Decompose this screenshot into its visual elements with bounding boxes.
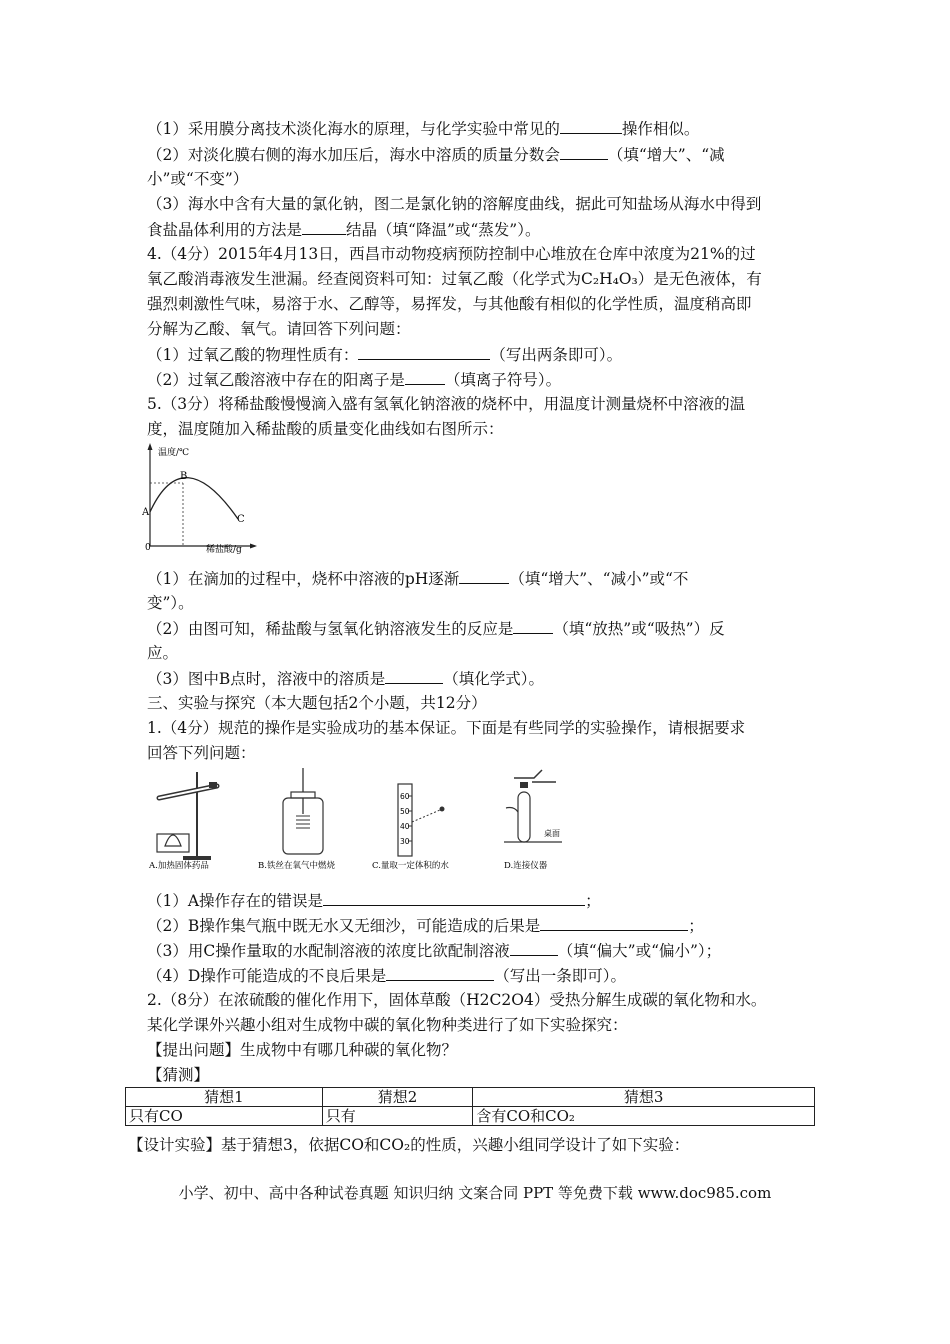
flame (165, 835, 181, 846)
apparatus-c-figure (370, 764, 480, 870)
question-line: （3）图中B点时，溶液中的溶质是 （填化学式）。 (147, 667, 544, 690)
answer-blank[interactable] (560, 143, 608, 160)
temperature-curve (150, 478, 238, 519)
question-line: （4）D操作可能造成的不良后果是 （写出一条即可）。 (147, 964, 626, 987)
question-line: （1）过氧乙酸的物理性质有： （写出两条即可）。 (147, 343, 622, 366)
glass-tube (514, 770, 556, 782)
tick-label: 30 (400, 837, 410, 846)
answer-blank[interactable] (385, 667, 443, 684)
question-line: 2.（8分）在浓硫酸的催化作用下，固体草酸（H2C2O4）受热分解生成碳的氧化物和水。 (147, 991, 767, 1009)
point-c-label: C (237, 514, 245, 525)
apparatus-b-caption: B.铁丝在氧气中燃烧 (258, 861, 335, 870)
alcohol-lamp (157, 834, 189, 852)
question-line: 4.（4分）2015年4月13日，西昌市动物疫病预防控制中心堆放在仓库中浓度为21%的过 (147, 245, 756, 263)
question-line: 【猜测】 (147, 1066, 210, 1084)
test-tube (518, 792, 530, 842)
table-cell: 只有CO (126, 1107, 323, 1126)
answer-blank[interactable] (510, 939, 558, 956)
question-line: 强烈刺激性气味，易溶于水、乙醇等，易挥发，与其他酸有相似的化学性质，温度稍高即 (147, 295, 752, 313)
table-row (126, 1107, 815, 1126)
temperature-curve-graph (142, 442, 260, 554)
x-axis-arrow (250, 544, 257, 549)
origin-label: 0 (145, 543, 151, 553)
question-line: 回答下列问题： (147, 744, 256, 762)
x-axis-label: 稀盐酸/g (206, 545, 242, 554)
answer-blank[interactable] (323, 889, 585, 906)
page-footer: 小学、初中、高中各种试卷真题 知识归纳 文案合同 PPT 等免费下载 www.doc985.com (178, 1184, 772, 1202)
answer-blank[interactable] (540, 914, 688, 931)
tick-label: 40 (400, 822, 410, 831)
question-line: 小”或“不变”） (147, 170, 249, 188)
question-line: 5.（3分）将稀盐酸慢慢滴入盛有氢氧化钠溶液的烧杯中，用温度计测量烧杯中溶液的温 (147, 395, 746, 413)
apparatus-d-caption: D.连接仪器 (504, 861, 548, 870)
answer-blank[interactable] (459, 567, 509, 584)
question-line: （1）采用膜分离技术淡化海水的原理，与化学实验中常见的 操作相似。 (147, 117, 699, 140)
tick-label: 60 (400, 792, 410, 801)
answer-blank[interactable] (386, 964, 494, 981)
table-header-cell: 猜想2 (322, 1088, 473, 1107)
hand (506, 808, 518, 813)
y-axis-label: 温度/℃ (158, 448, 190, 458)
desk-label: 桌面 (544, 829, 560, 838)
question-line: 食盐晶体利用的方法是 结晶（填“降温”或“蒸发”）。 (147, 218, 540, 241)
question-line: （2）对淡化膜右侧的海水加压后，海水中溶质的质量分数会 （填“增大”、“减 (147, 143, 725, 166)
answer-blank[interactable] (358, 343, 490, 360)
apparatus-b-figure (258, 764, 358, 870)
bottle-neck (291, 792, 315, 798)
y-axis-arrow (148, 443, 153, 450)
apparatus-a-caption: A.加热固体药品 (149, 861, 209, 870)
table-header-cell: 猜想3 (473, 1088, 815, 1107)
apparatus-a-figure (145, 764, 245, 870)
answer-blank[interactable] (513, 617, 553, 634)
question-line: （3）用C操作量取的水配制溶液的浓度比欲配制溶液 （填“偏大”或“偏小”）； (147, 939, 721, 962)
clamp (209, 782, 217, 788)
tick-label: 50 (400, 807, 410, 816)
apparatus-d-figure (494, 764, 604, 870)
table-cell: 含有CO和CO₂ (473, 1107, 815, 1126)
sight-line (412, 810, 440, 822)
iron-stand-base (183, 856, 211, 860)
hypothesis-table (125, 1087, 815, 1126)
question-line: （2）过氧乙酸溶液中存在的阳离子是 （填离子符号）。 (147, 368, 561, 391)
answer-blank[interactable] (302, 218, 346, 235)
table-header-row (126, 1088, 815, 1107)
answer-blank[interactable] (405, 368, 445, 385)
answer-blank[interactable] (560, 117, 622, 134)
question-line: 应。 (147, 644, 179, 662)
question-line: 【设计实验】基于猜想3，依据CO和CO₂的性质，兴趣小组同学设计了如下实验： (128, 1136, 690, 1154)
question-line: 度，温度随加入稀盐酸的质量变化曲线如右图所示： (147, 420, 504, 438)
test-tube-inner (159, 786, 217, 798)
point-a-label: A (142, 507, 150, 518)
question-line: 1.（4分）规范的操作是实验成功的基本保证。下面是有些同学的实验操作，请根据要求 (147, 719, 746, 737)
question-line: （2）B操作集气瓶中既无水又无细沙，可能造成的后果是 ； (147, 914, 704, 937)
question-line: （3）海水中含有大量的氯化钠，图二是氯化钠的溶解度曲线，据此可知盐场从海水中得到 (147, 195, 762, 213)
cylinder-marks (408, 796, 412, 841)
table-cell[interactable]: 只有 (322, 1107, 473, 1126)
question-line: （1）A操作存在的错误是 ； (147, 889, 601, 912)
eye (440, 807, 445, 812)
rubber-stopper (520, 782, 528, 788)
question-line: （2）由图可知，稀盐酸与氢氧化钠溶液发生的反应是 （填“放热”或“吸热”）反 (147, 617, 725, 640)
question-line: 某化学课外兴趣小组对生成物中碳的氧化物种类进行了如下实验探究： (147, 1016, 628, 1034)
table-header-cell: 猜想1 (126, 1088, 323, 1107)
question-line: 氧乙酸消毒液发生泄漏。经查阅资料可知：过氧乙酸（化学式为C₂H₄O₃）是无色液体，有 (147, 270, 762, 288)
question-line: 变”）。 (147, 594, 194, 612)
apparatus-c-caption: C.量取一定体积的水 (372, 861, 449, 870)
point-b-label: B (180, 471, 188, 482)
question-line: （1）在滴加的过程中，烧杯中溶液的pH逐渐 （填“增大”、“减小”或“不 (147, 567, 688, 590)
question-line: 【提出问题】生成物中有哪几种碳的氧化物？ (147, 1041, 458, 1059)
question-line: 分解为乙酸、氧气。请回答下列问题： (147, 320, 411, 338)
wire-coil (296, 816, 310, 828)
section-heading: 三、实验与探究（本大题包括2个小题，共12分） (147, 694, 487, 712)
